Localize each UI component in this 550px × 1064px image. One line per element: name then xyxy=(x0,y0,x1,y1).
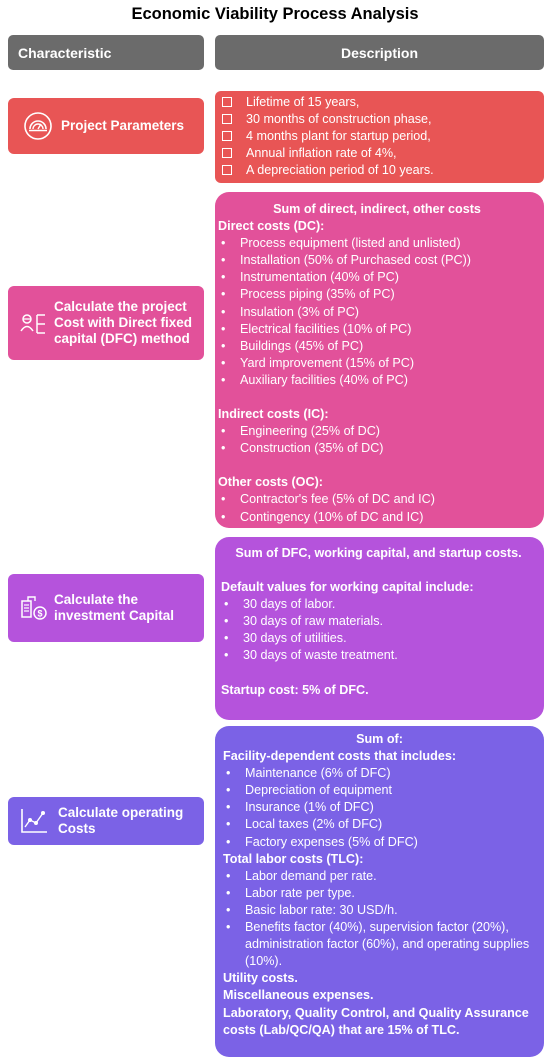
list-item: 30 months of construction phase, xyxy=(215,111,536,128)
svg-text:$: $ xyxy=(37,608,43,619)
investment-heading: Sum of DFC, working capital, and startup costs. xyxy=(235,546,522,560)
list-item: • Insulation (3% of PC) xyxy=(218,304,536,321)
list-item: • Insurance (1% of DFC) xyxy=(223,799,536,816)
list-item: • Buildings (45% of PC) xyxy=(218,338,536,355)
list-item: A depreciation period of 10 years. xyxy=(215,162,536,179)
list-item: Lifetime of 15 years, xyxy=(215,94,536,111)
labor-costs-title: Total labor costs (TLC): xyxy=(223,851,364,866)
list-item: • Yard improvement (15% of PC) xyxy=(218,355,536,372)
list-item: • Factory expenses (5% of DFC) xyxy=(223,834,536,851)
characteristic-header: Characteristic xyxy=(8,35,204,70)
facility-costs-title: Facility-dependent costs that includes: xyxy=(223,749,457,764)
misc-expenses: Miscellaneous expenses. xyxy=(223,988,374,1003)
list-item: • Electrical facilities (10% of PC) xyxy=(218,321,536,338)
dfc-method-box xyxy=(8,286,204,360)
description-header: Description xyxy=(215,35,544,70)
dfc-heading: Sum of direct, indirect, other costs xyxy=(273,202,481,216)
project-parameters-description xyxy=(215,91,544,183)
utility-costs: Utility costs. xyxy=(223,971,298,986)
list-item: • Labor demand per rate. xyxy=(223,868,536,885)
dfc-description xyxy=(215,192,544,528)
gauge-icon xyxy=(22,111,54,141)
operating-heading: Sum of: xyxy=(356,732,403,746)
page-title: Economic Viability Process Analysis xyxy=(131,5,419,23)
list-item: • Auxiliary facilities (40% of PC) xyxy=(218,372,536,389)
money-documents-icon xyxy=(18,593,50,623)
list-item: • Engineering (25% of DC) xyxy=(218,423,536,440)
list-item: • Process equipment (listed and unlisted) xyxy=(218,235,536,252)
direct-costs-title: Direct costs (DC): xyxy=(218,219,325,234)
list-item: • Installation (50% of Purchased cost (PC)) xyxy=(218,252,536,269)
list-item: • 30 days of labor. xyxy=(221,596,536,613)
list-item: • Contingency (10% of DC and IC) xyxy=(218,509,536,526)
list-item: • 30 days of utilities. xyxy=(221,630,536,647)
list-item: • 30 days of waste treatment. xyxy=(221,647,536,664)
list-item: Annual inflation rate of 4%, xyxy=(215,145,536,162)
list-item: • Labor rate per type. xyxy=(223,885,536,902)
project-parameters-box xyxy=(8,98,204,154)
list-item: • Local taxes (2% of DFC) xyxy=(223,816,536,833)
startup-cost: Startup cost: 5% of DFC. xyxy=(221,682,369,697)
operating-costs-label: Calculate operating Costs xyxy=(58,805,184,836)
list-item: • Process piping (35% of PC) xyxy=(218,286,536,303)
dfc-method-label: Calculate the project Cost with Direct fixed capital (DFC) method xyxy=(54,299,193,346)
list-item: • 30 days of raw materials. xyxy=(221,613,536,630)
list-item: • Benefits factor (40%), supervision factor (20%), administration factor (60%), and operating supplies (10%). xyxy=(223,919,536,970)
operating-costs-box xyxy=(8,797,204,845)
list-item: • Maintenance (6% of DFC) xyxy=(223,765,536,782)
operating-description xyxy=(215,726,544,1057)
indirect-costs-title: Indirect costs (IC): xyxy=(218,407,329,422)
list-item: • Basic labor rate: 30 USD/h. xyxy=(223,902,536,919)
list-item: • Construction (35% of DC) xyxy=(218,440,536,457)
line-chart-icon xyxy=(18,806,50,836)
other-costs-title: Other costs (OC): xyxy=(218,475,323,490)
project-parameters-label: Project Parameters xyxy=(61,118,185,133)
investment-capital-label: Calculate the investment Capital xyxy=(54,592,175,623)
investment-description xyxy=(215,537,544,720)
list-item: • Depreciation of equipment xyxy=(223,782,536,799)
list-item: • Contractor's fee (5% of DC and IC) xyxy=(218,491,536,508)
investment-capital-box xyxy=(8,574,204,642)
worker-list-icon xyxy=(18,308,50,338)
list-item: 4 months plant for startup period, xyxy=(215,128,536,145)
list-item: • Instrumentation (40% of PC) xyxy=(218,269,536,286)
working-capital-title: Default values for working capital include: xyxy=(221,580,474,595)
lab-qc-qa-costs: Laboratory, Quality Control, and Quality Assurance costs (Lab/QC/QA) that are 15% of TLC. xyxy=(223,1005,529,1037)
